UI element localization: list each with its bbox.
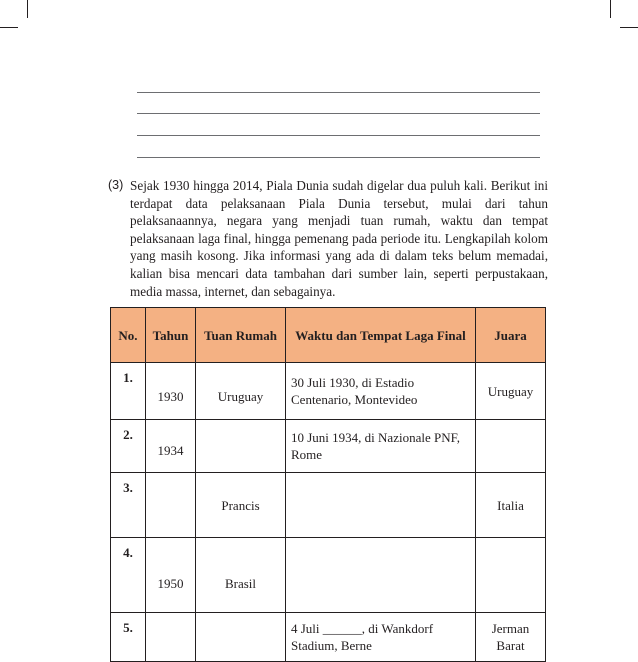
cell-juara[interactable]: Jerman Barat (476, 613, 546, 662)
exercise-text: Sejak 1930 hingga 2014, Piala Dunia sudah digelar dua puluh kali. Berikut ini terdapat data pelaksanaan Piala Dunia tersebut, mulai dari tahun pelaksanaannya, negara yang menjadi tuan rumah, waktu dan tempat pelaksanaan laga final, hingga pemenang pada periode itu. Lengkapilah kolom yang masih kosong. Jika informasi yang ada di dalam teks belum memadai, kalian bisa mencari data tambahan dari sumber lain, seperti perpustakaan, media massa, internet, dan sebagainya. (130, 178, 548, 299)
crop-mark (610, 0, 611, 18)
cell-tuan-rumah[interactable] (196, 420, 286, 473)
answer-line[interactable] (137, 113, 540, 114)
header-tuan-rumah: Tuan Rumah (196, 308, 286, 363)
answer-line[interactable] (137, 157, 540, 158)
cell-tuan-rumah[interactable] (196, 613, 286, 662)
table-row (111, 420, 546, 473)
table-row (111, 613, 546, 662)
cell-final[interactable]: 30 Juli 1930, di Estadio Centenario, Montevideo (286, 363, 476, 420)
header-juara: Juara (476, 308, 546, 363)
answer-line[interactable] (137, 92, 540, 93)
header-tahun: Tahun (146, 308, 196, 363)
exercise-paragraph (108, 177, 548, 300)
cell-tahun[interactable]: 1934 (146, 420, 196, 473)
cell-no: 3. (111, 473, 146, 538)
cell-juara[interactable]: Italia (476, 473, 546, 538)
table-row (111, 473, 546, 538)
cell-no: 2. (111, 420, 146, 473)
cell-final[interactable]: 10 Juni 1934, di Nazionale PNF, Rome (286, 420, 476, 473)
cell-juara[interactable]: Uruguay (476, 363, 546, 420)
cell-tuan-rumah[interactable]: Prancis (196, 473, 286, 538)
cell-no: 5. (111, 613, 146, 662)
crop-mark (620, 27, 638, 28)
cell-final[interactable]: 4 Juli ______, di Wankdorf Stadium, Berne (286, 613, 476, 662)
cell-final[interactable] (286, 538, 476, 613)
cell-juara[interactable] (476, 538, 546, 613)
cell-tahun[interactable]: 1950 (146, 538, 196, 613)
header-final: Waktu dan Tempat Laga Final (286, 308, 476, 363)
table-row (111, 363, 546, 420)
exercise-number: (3) (108, 178, 124, 192)
cell-tahun[interactable] (146, 613, 196, 662)
world-cup-table (110, 307, 546, 662)
answer-line[interactable] (137, 135, 540, 136)
cell-tuan-rumah[interactable]: Uruguay (196, 363, 286, 420)
cell-final[interactable] (286, 473, 476, 538)
cell-tahun[interactable] (146, 473, 196, 538)
table-header-row (111, 308, 546, 363)
cell-juara[interactable] (476, 420, 546, 473)
cell-tahun[interactable]: 1930 (146, 363, 196, 420)
cell-no: 1. (111, 363, 146, 420)
table-row (111, 538, 546, 613)
cell-tuan-rumah[interactable]: Brasil (196, 538, 286, 613)
cell-no: 4. (111, 538, 146, 613)
crop-mark (0, 27, 18, 28)
header-no: No. (111, 308, 146, 363)
crop-mark (27, 0, 28, 18)
